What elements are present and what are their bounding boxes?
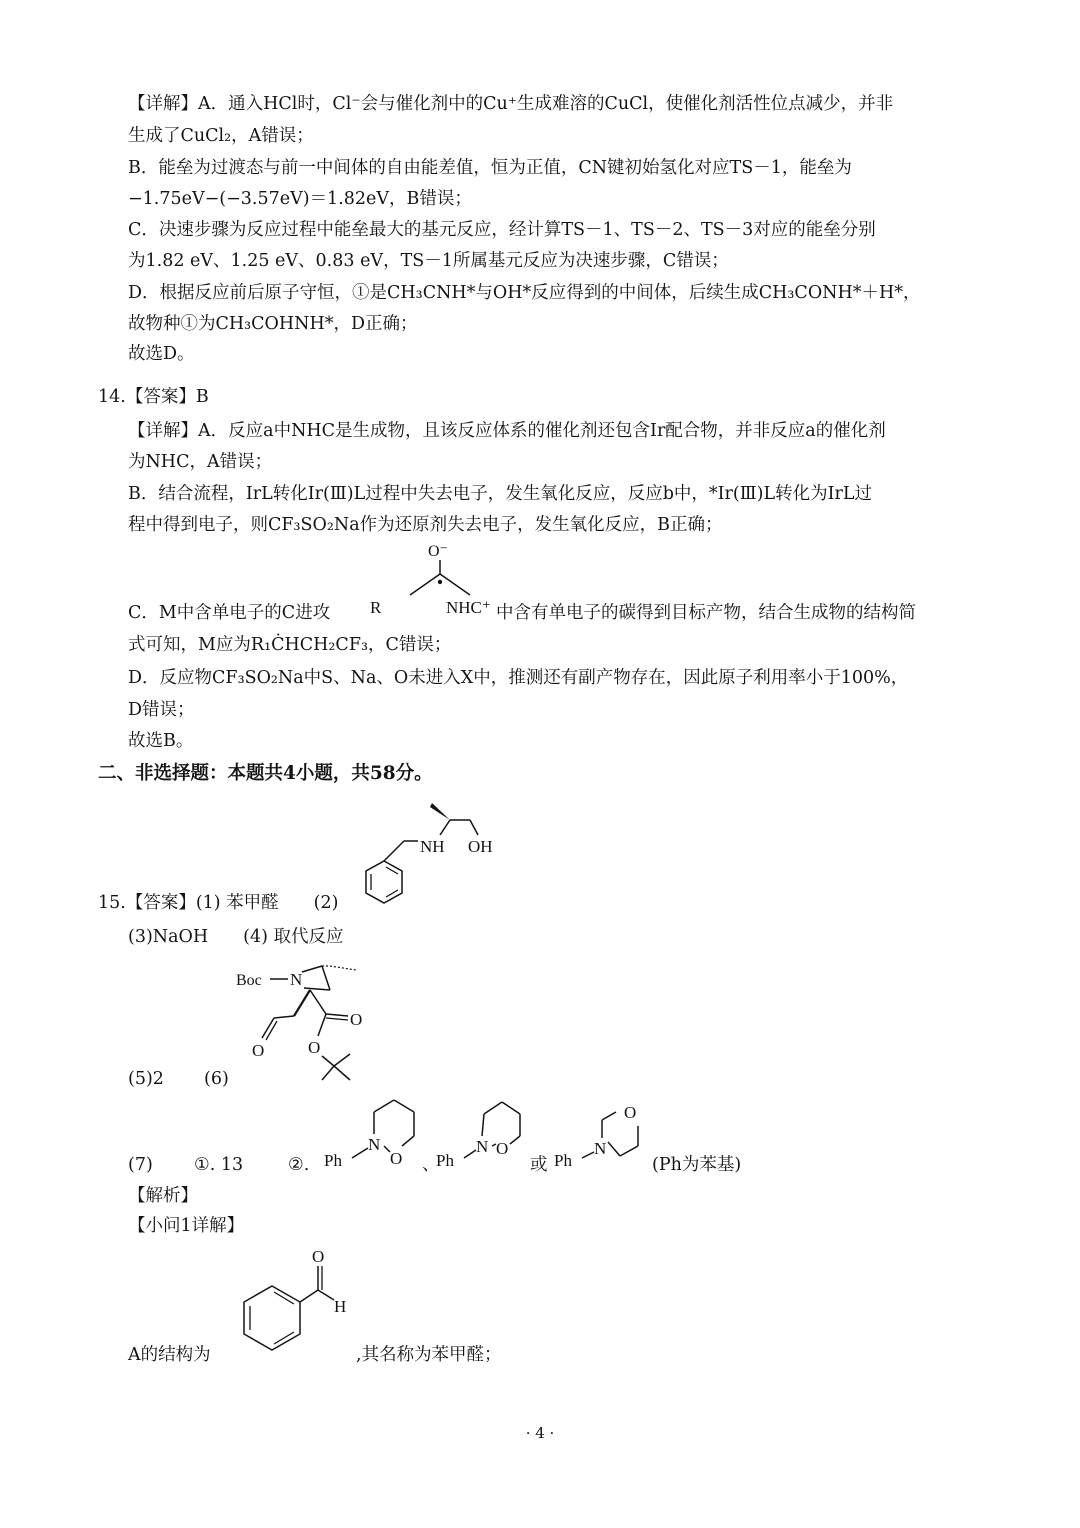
q14-option-a-line2: 为NHC，A错误； (128, 452, 273, 472)
q13-option-d-line1: D．根据反应前后原子守恒，①是CH₃CNH*与OH*反应得到的中间体，后续生成CH₃CONH*＋H*， (128, 283, 921, 303)
aldehyde-o-label: O (252, 1041, 265, 1060)
n-label: N (594, 1139, 607, 1158)
section-heading: 二、非选择题：本题共4小题，共58分。 (98, 763, 433, 784)
q15-answer-7: (7) (128, 1155, 153, 1175)
q14-option-b-line2: 程中得到电子，则CF₃SO₂Na作为还原剂失去电子，发生氧化反应，B正确； (128, 515, 723, 535)
n-label: N (476, 1137, 489, 1156)
nh-label: NH (420, 837, 445, 856)
structure-a-name: ,其名称为苯甲醛； (356, 1345, 502, 1365)
azetidine-aldehyde-structure (230, 958, 390, 1088)
q14-option-c-line1a: C．M中含单电子的C进攻 (128, 603, 331, 623)
separator-2: 或 (530, 1155, 548, 1175)
o-label: O (496, 1139, 509, 1158)
q13-conclusion: 故选D。 (128, 344, 195, 364)
r-group-label: R (370, 598, 382, 617)
q15-answer-5: (5)2 (128, 1069, 164, 1089)
ph-label: Ph (436, 1151, 454, 1170)
q14-conclusion: 故选B。 (128, 731, 194, 751)
n-label: N (368, 1135, 381, 1154)
q14-option-c-line1b: 中含有单电子的碳得到目标产物，结合生成物的结构简 (496, 603, 916, 623)
q14-option-a-line1: 【详解】A．反应a中NHC是生成物，且该反应体系的催化剂还包含Ir配合物，并非反应a的催化剂 (128, 421, 886, 441)
structure-a-label: A的结构为 (128, 1345, 211, 1365)
ester-o-label: O (308, 1038, 321, 1057)
ph-label: Ph (554, 1151, 572, 1170)
carbonyl-o-label: O (312, 1247, 325, 1266)
boc-label: Boc (236, 972, 262, 989)
q14-option-d-line1: D．反应物CF₃SO₂Na中S、Na、O未进入X中，推测还有副产物存在，因此原子利用率小于100%， (128, 668, 909, 688)
q14-answer: 14.【答案】B (98, 387, 209, 407)
subquestion-1-heading: 【小问1详解】 (128, 1216, 245, 1236)
amino-alcohol-structure (352, 795, 512, 917)
q13-option-d-line2: 故物种①为CH₃COHNH*，D正确； (128, 314, 418, 334)
nhc-plus-label: NHC⁺ (446, 598, 491, 617)
ph-label: Ph (324, 1151, 342, 1170)
analysis-heading: 【解析】 (128, 1186, 198, 1206)
q13-option-c-line2: 为1.82 eV、1.25 eV、0.83 eV，TS－1所属基元反应为决速步骤，C错误； (128, 251, 729, 271)
q14-option-b-line1: B．结合流程，IrL转化Ir(Ⅲ)L过程中失去电子，发生氧化反应，反应b中，*Ir(Ⅲ)L转化为IrL过 (128, 484, 872, 504)
q14-option-d-line2: D错误； (128, 700, 195, 720)
separator-1: 、 (422, 1155, 440, 1175)
o-label: O (390, 1149, 403, 1168)
q15-answer-6: (6) (204, 1069, 229, 1089)
oxazinane-structure (434, 1094, 544, 1174)
q13-option-b-line1: B．能垒为过渡态与前一中间体的自由能差值，恒为正值，CN键初始氢化对应TS－1，能垒为 (128, 158, 852, 178)
q15-answer-line1: 15.【答案】(1) 苯甲醛 (2) (98, 893, 339, 913)
benzaldehyde-structure (228, 1246, 368, 1362)
q13-option-a-line2: 生成了CuCl₂，A错误； (128, 126, 314, 146)
ring-n-label: N (290, 970, 303, 989)
morpholine-structure (552, 1098, 662, 1178)
radical-intermediate-structure (368, 540, 498, 622)
q15-answer-7-part1: ①. 13 (194, 1155, 244, 1175)
o-label: O (624, 1103, 637, 1122)
q15-answer-7-part2: ②. (288, 1155, 310, 1175)
page-number: · 4 · (525, 1424, 555, 1442)
oxide-label: O⁻ (428, 543, 448, 560)
q13-option-a-line1: 【详解】A．通入HCl时，Cl⁻会与催化剂中的Cu⁺生成难溶的CuCl，使催化剂活性位点减少，并非 (128, 94, 894, 114)
q15-answer-line2: (3)NaOH (4) 取代反应 (128, 927, 344, 947)
phenyl-note: (Ph为苯基) (652, 1155, 742, 1175)
h-label: H (334, 1297, 347, 1316)
ester-carbonyl-o-label: O (350, 1010, 363, 1029)
q14-option-c-line2: 式可知，M应为R₁ĊHCH₂CF₃，C错误； (128, 635, 452, 655)
q13-option-b-line2: −1.75eV−(−3.57eV)＝1.82eV，B错误； (128, 189, 472, 209)
q13-option-c-line1: C．决速步骤为反应过程中能垒最大的基元反应，经计算TS－1、TS－2、TS－3对应的能垒分别 (128, 220, 876, 240)
oh-label: OH (468, 837, 493, 856)
